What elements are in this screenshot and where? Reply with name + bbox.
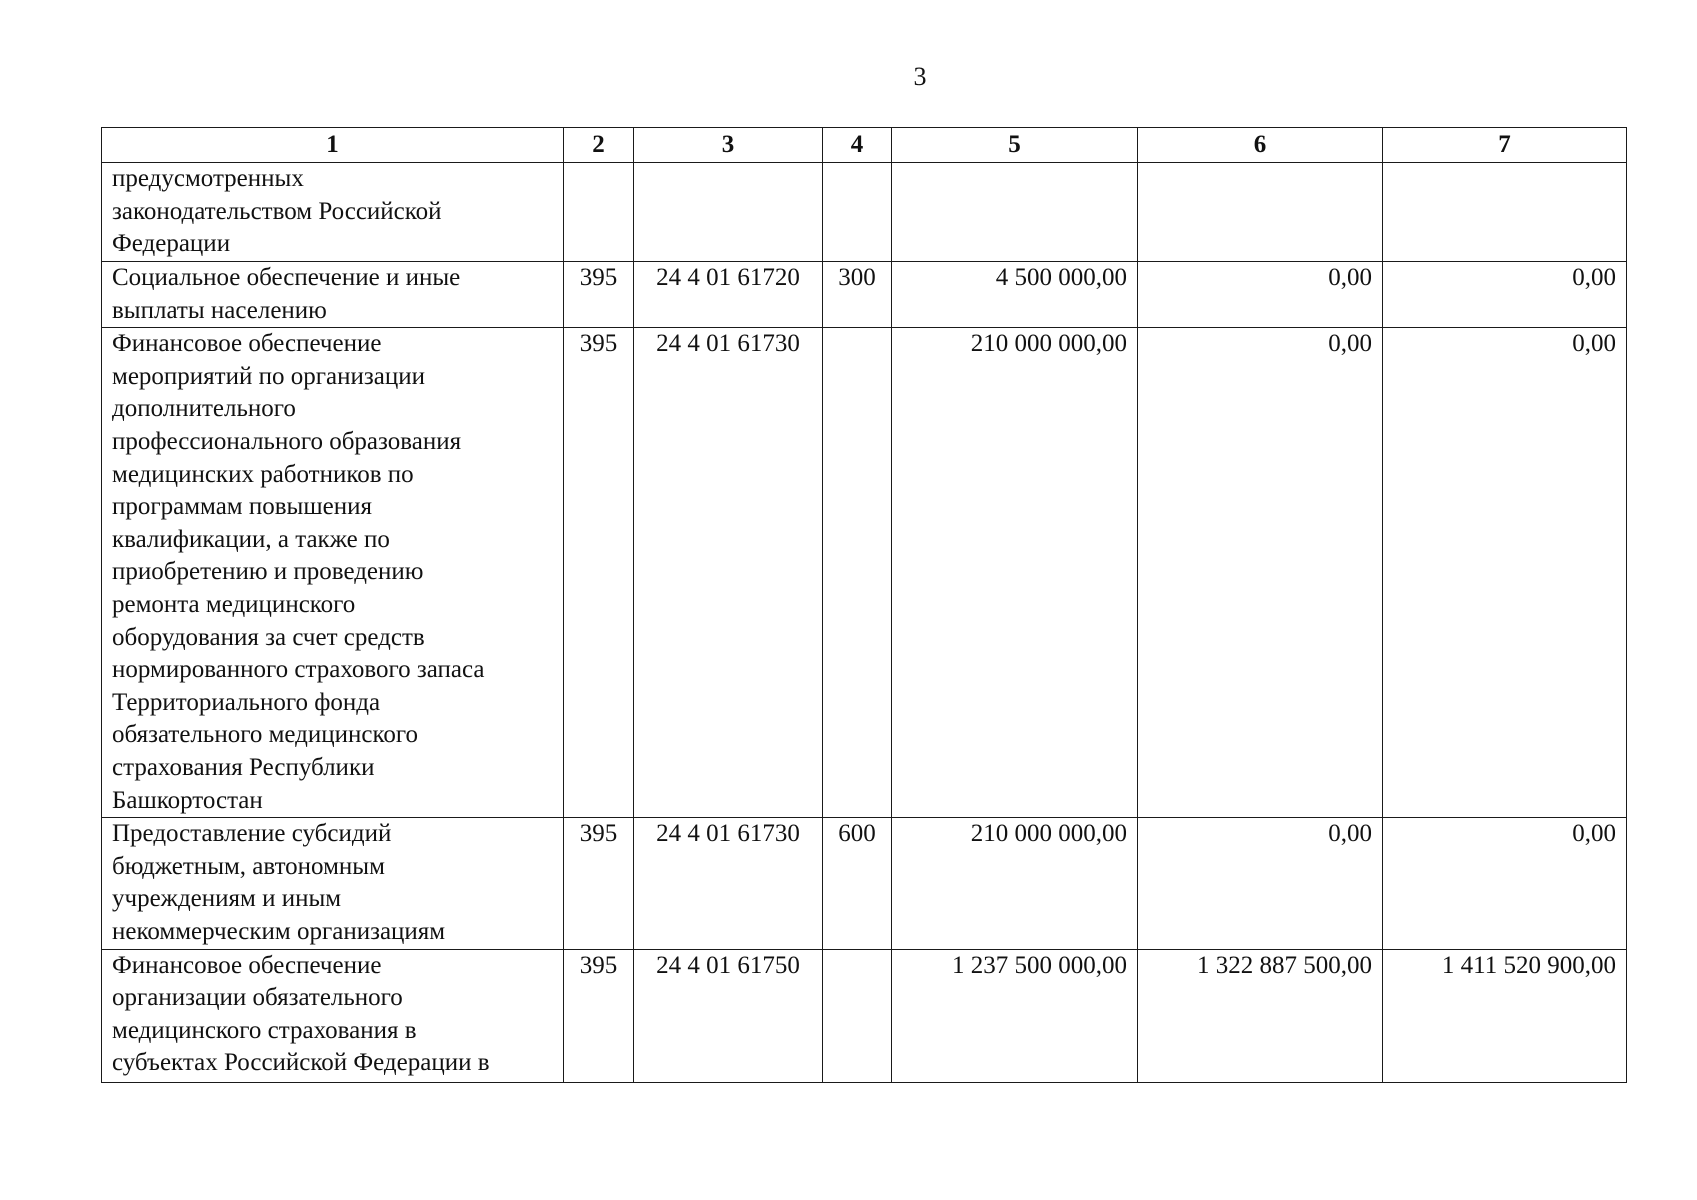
target-code-cell: 24 4 01 61730 — [634, 818, 823, 949]
section-code-cell: 395 — [564, 949, 634, 1082]
budget-table — [101, 127, 1627, 1083]
row-name-text: предусмотренных законодательством Российской Федерации — [112, 165, 442, 258]
row-name-cell — [102, 328, 564, 818]
column-header-5: 5 — [892, 128, 1138, 163]
page-number: 3 — [913, 62, 927, 91]
section-code-cell: 395 — [564, 328, 634, 818]
expense-type-cell — [823, 163, 892, 262]
row-name-cell — [102, 262, 564, 328]
amount-year2-cell: 1 322 887 500,00 — [1138, 949, 1383, 1082]
amount-year1-cell — [892, 163, 1138, 262]
column-header-2: 2 — [564, 128, 634, 163]
table-header-row — [102, 128, 1627, 163]
row-name-text: Финансовое обеспечение мероприятий по организации дополнительного профессионального образования медицинских работников по программам повышения квалификации, а также по приобретению и проведению ремонта медицинского оборудования за счет средств нормированного страхового запаса Территориального фонда обязательного медицинского страхования Республики Башкортостан — [112, 330, 485, 814]
row-name-cell — [102, 818, 564, 949]
amount-year2-cell: 0,00 — [1138, 262, 1383, 328]
amount-year2-cell: 0,00 — [1138, 818, 1383, 949]
row-name-cell — [102, 163, 564, 262]
section-code-cell: 395 — [564, 262, 634, 328]
column-header-6: 6 — [1138, 128, 1383, 163]
amount-year1-cell: 210 000 000,00 — [892, 818, 1138, 949]
table-row — [102, 818, 1627, 949]
amount-year3-cell — [1383, 163, 1627, 262]
table-row — [102, 328, 1627, 818]
column-header-7: 7 — [1383, 128, 1627, 163]
section-code-cell — [564, 163, 634, 262]
amount-year1-cell: 1 237 500 000,00 — [892, 949, 1138, 1082]
row-name-cell — [102, 949, 564, 1082]
table-row — [102, 262, 1627, 328]
target-code-cell: 24 4 01 61730 — [634, 328, 823, 818]
amount-year1-cell: 4 500 000,00 — [892, 262, 1138, 328]
column-header-1: 1 — [102, 128, 564, 163]
expense-type-cell — [823, 949, 892, 1082]
section-code-cell: 395 — [564, 818, 634, 949]
expense-type-cell: 300 — [823, 262, 892, 328]
column-header-3: 3 — [634, 128, 823, 163]
table-row — [102, 163, 1627, 262]
expense-type-cell: 600 — [823, 818, 892, 949]
amount-year1-cell: 210 000 000,00 — [892, 328, 1138, 818]
table-row — [102, 949, 1627, 1082]
amount-year2-cell — [1138, 163, 1383, 262]
row-name-text: Финансовое обеспечение организации обязательного медицинского страхования в субъектах Российской Федерации в — [112, 951, 490, 1077]
amount-year2-cell: 0,00 — [1138, 328, 1383, 818]
target-code-cell: 24 4 01 61720 — [634, 262, 823, 328]
amount-year3-cell: 0,00 — [1383, 818, 1627, 949]
amount-year3-cell: 0,00 — [1383, 262, 1627, 328]
row-name-text: Социальное обеспечение и иные выплаты населению — [112, 264, 461, 324]
amount-year3-cell: 0,00 — [1383, 328, 1627, 818]
column-header-4: 4 — [823, 128, 892, 163]
row-name-text: Предоставление субсидий бюджетным, автономным учреждениям и иным некоммерческим организациям — [112, 820, 446, 945]
target-code-cell: 24 4 01 61750 — [634, 949, 823, 1082]
target-code-cell — [634, 163, 823, 262]
amount-year3-cell: 1 411 520 900,00 — [1383, 949, 1627, 1082]
expense-type-cell — [823, 328, 892, 818]
